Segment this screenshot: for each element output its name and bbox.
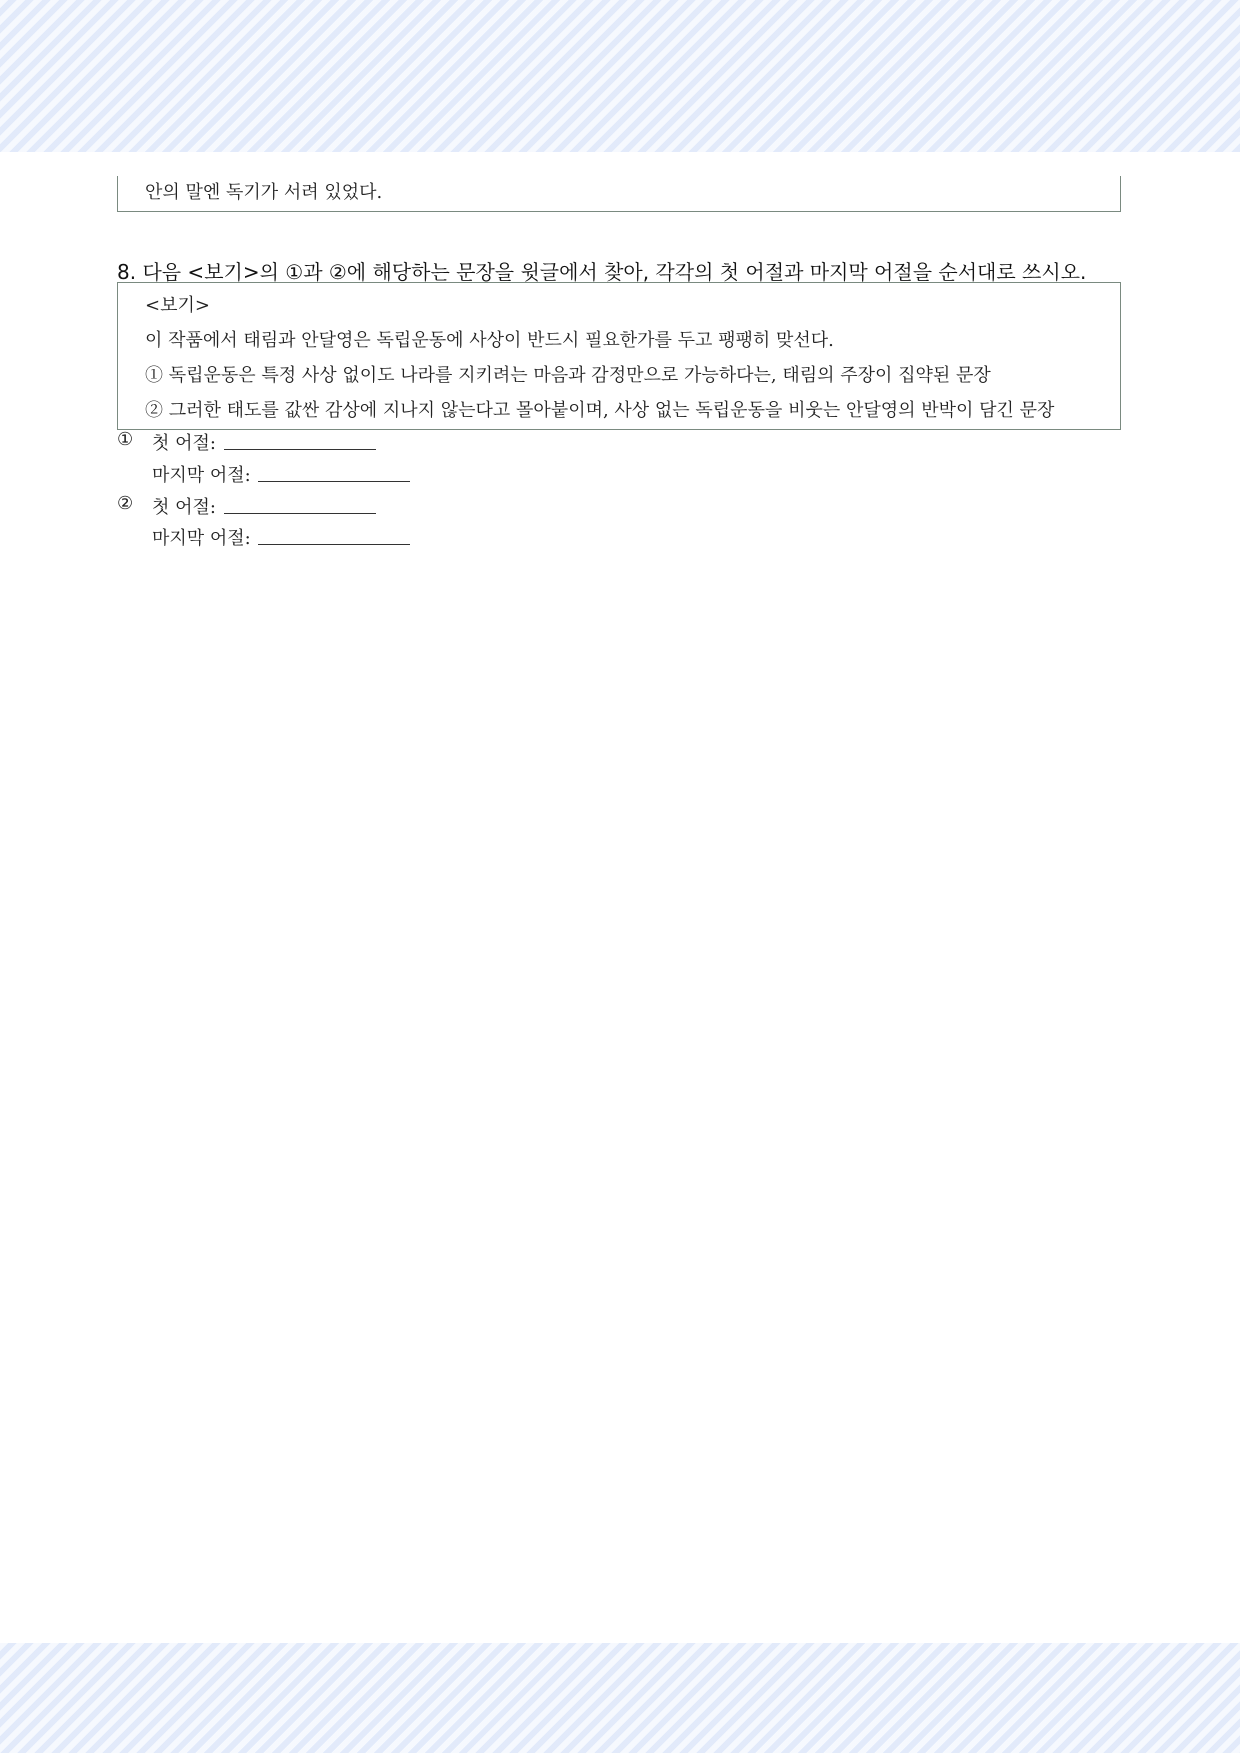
answer-2-last-blank[interactable] [258, 544, 410, 545]
answer-2-first-blank[interactable] [224, 513, 376, 514]
answer-1-last-blank[interactable] [258, 481, 410, 482]
answer-1-last-label: 마지막 어절: [152, 465, 251, 486]
question-8-prompt: 8. 다음 <보기>의 ①과 ②에 해당하는 문장을 윗글에서 찾아, 각각의 첫 어절과 마지막 어절을 순서대로 쓰시오. [117, 260, 1087, 284]
answer-2-first-label: 첫 어절: [152, 497, 216, 518]
previous-passage-text: 안의 말엔 독기가 서려 있었다. [145, 182, 383, 203]
answer-2-number: ② [117, 493, 134, 514]
bogi-item-2: ② 그러한 태도를 값싼 감상에 지나지 않는다고 몰아붙이며, 사상 없는 독립운동을 비웃는 안달영의 반박이 담긴 문장 [145, 400, 1055, 421]
bogi-intro: 이 작품에서 태림과 안달영은 독립운동에 사상이 반드시 필요한가를 두고 팽팽히 맞선다. [145, 330, 834, 351]
header-band [0, 0, 1240, 152]
answer-1-first-blank[interactable] [224, 449, 376, 450]
previous-passage-box [117, 176, 1121, 212]
bogi-box [117, 282, 1121, 430]
bogi-heading: <보기> [145, 295, 210, 316]
answer-1-first-label: 첫 어절: [152, 433, 216, 454]
answer-2-last-label: 마지막 어절: [152, 528, 251, 549]
answer-1-number: ① [117, 429, 134, 450]
footer-band [0, 1643, 1240, 1753]
bogi-item-1: ① 독립운동은 특정 사상 없이도 나라를 지키려는 마음과 감정만으로 가능하다는, 태림의 주장이 집약된 문장 [145, 365, 991, 386]
